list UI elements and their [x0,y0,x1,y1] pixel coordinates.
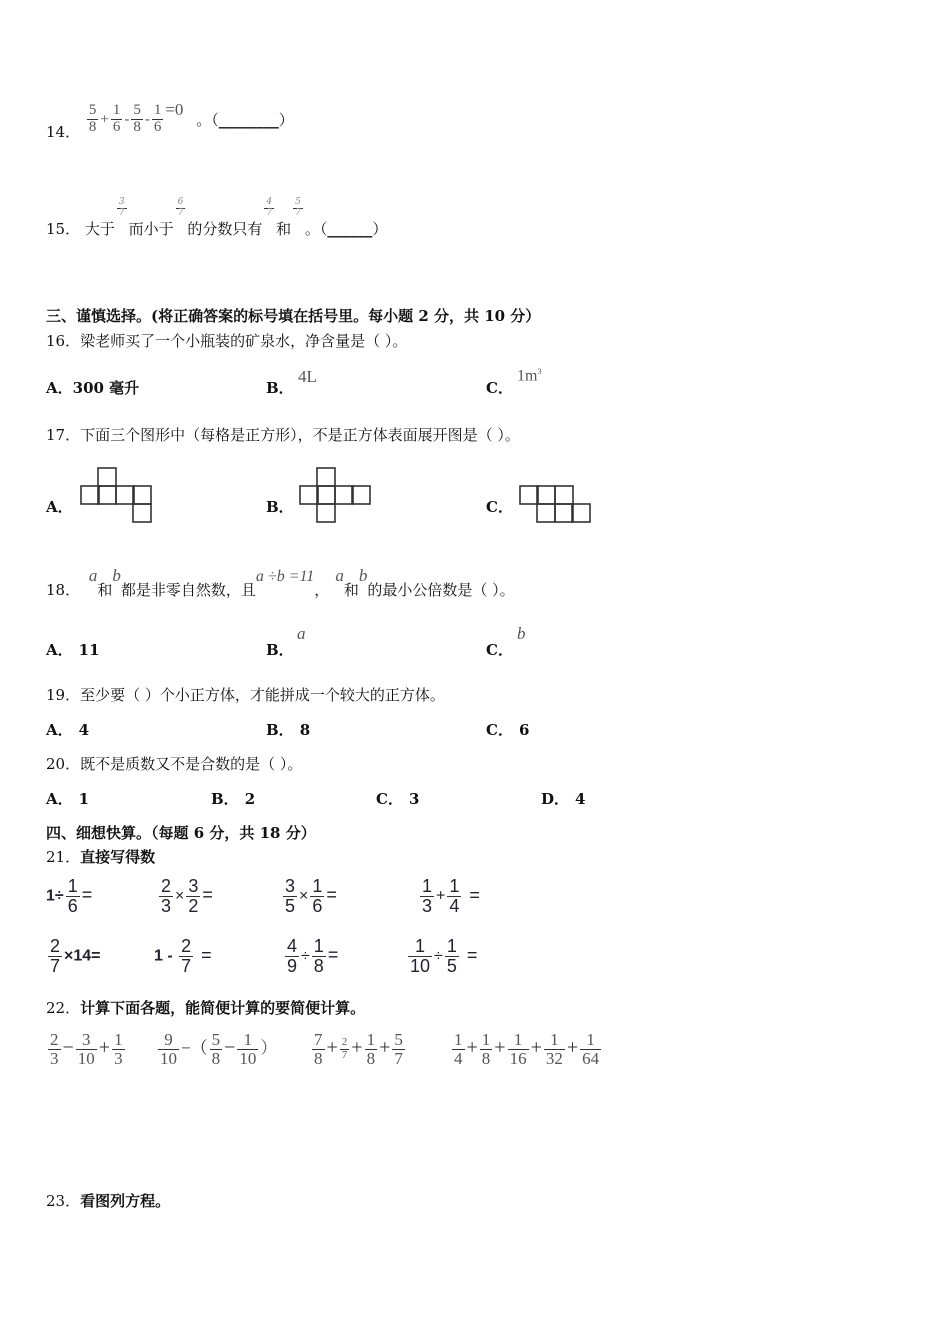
q18-var-b-2: b [358,566,368,585]
question-23 [46,1190,170,1211]
q18-option-c-value: b [517,624,526,643]
q15-text-1: 大于 [84,220,115,238]
question-21 [46,846,155,867]
q14-answer-blank[interactable]: ________ [218,111,279,130]
q22-expression-3: $\frac{7}{8}$ + $\frac{2}{7}$ + $\frac{1}{8}$ + $\frac{5}{7}$ [314,1030,403,1068]
section-3-title: 三、谨慎选择。(将正确答案的标号填在括号里。每小题 2 分，共 10 分） [46,307,541,325]
q17-number: 17． [46,426,81,444]
q18-text-1: 都是非零自然数，且 [120,581,256,599]
question-20 [46,753,302,774]
q22-number: 22． [46,999,81,1017]
q14-op-1: + [100,111,109,128]
q22-expression-2: $\frac{9}{10}$ −（ $\frac{5}{8}$ − $\frac{1}{10}$ ） [160,1030,278,1068]
q18-option-a[interactable]: A． 11 [46,641,100,659]
q18-var-a-2: a [335,566,344,585]
q19-number: 19． [46,686,81,704]
q15-fraction-1: $\frac{3}{7}$ [118,197,125,218]
q16-text: 梁老师买了一个小瓶装的矿泉水，净含量是（ ）。 [80,332,408,350]
q18-and-2: 和 [343,581,359,599]
q15-answer-blank[interactable]: ______ [327,220,373,238]
q14-fraction-2: $\frac{1}{6}$ [112,102,121,135]
q16-option-c-value: $1m^3$ [517,367,542,385]
q23-text: 看图列方程。 [80,1192,171,1210]
q16-option-c[interactable]: C． [486,379,513,397]
q17-text: 下面三个图形中（每格是正方形），不是正方体表面展开图是（ ）。 [80,426,520,444]
q20-text: 既不是质数又不是合数的是（ ）。 [80,755,303,773]
q17-net-c [519,485,593,531]
q15-text-4: 和 [276,220,292,238]
q14-op-3: - [144,111,150,128]
q21-item-4: $\frac{1}{3}$ + $\frac{1}{4}$ = [422,876,480,916]
q14-fraction-1: $\frac{5}{8}$ [88,102,97,135]
q18-comma: ， [314,581,330,599]
q19-option-a[interactable]: A． 4 [46,721,90,739]
q21-item-5: $\frac{2}{7}$ ×14= [50,936,101,976]
q21-number: 21． [46,848,81,866]
q14-fraction-4: $\frac{1}{6}$ [153,102,162,135]
q17-option-c[interactable]: C． [486,498,513,516]
q19-text: 至少要（ ）个小正方体，才能拼成一个较大的正方体。 [80,686,445,704]
q14-tail: 。（ [196,111,219,130]
q15-fraction-4: $\frac{5}{7}$ [295,197,301,218]
question-18 [46,565,515,599]
q20-option-d[interactable]: D． 4 [541,790,586,808]
q21-item-1: 1÷ $\frac{1}{6}$ = [46,876,93,916]
q22-expression-4: $\frac{1}{4}$ + $\frac{1}{8}$ + $\frac{1}{16}$ + $\frac{1}{32}$ + $\frac{1}{64}$ [454,1030,600,1068]
q20-option-b[interactable]: B． 2 [211,790,256,808]
q21-item-3: $\frac{3}{5}$ × $\frac{1}{6}$ = [285,876,337,916]
q21-item-6: 1 - $\frac{2}{7}$ = [154,936,212,976]
q18-text-2: 的最小公倍数是（ ）。 [367,581,515,599]
question-17 [46,424,520,445]
q17-option-b[interactable]: B． [266,498,294,516]
q15-text-5: 。（ [304,220,328,238]
q16-option-a[interactable]: A．300 毫升 [46,379,140,397]
q17-net-b [299,467,373,531]
question-22 [46,997,365,1018]
q14-number: 14． [46,123,81,142]
q21-item-2: $\frac{2}{3}$ × $\frac{3}{2}$ = [161,876,213,916]
q21-item-7: $\frac{4}{9}$ ÷ $\frac{1}{8}$ = [287,936,339,976]
q15-text-2: 而小于 [128,220,174,238]
question-16 [46,330,407,351]
q20-option-a[interactable]: A． 1 [46,790,90,808]
q15-number: 15． [46,220,81,238]
q16-option-b-value: 4L [298,367,317,386]
q19-option-b[interactable]: B． 8 [266,721,311,739]
q18-number: 18． [46,581,81,599]
question-15 [46,196,388,238]
q21-item-8: $\frac{1}{10}$ ÷ $\frac{1}{5}$ = [410,936,478,976]
q17-option-a[interactable]: A． [46,498,73,516]
q18-var-a: a [88,566,98,585]
question-19 [46,684,445,705]
q15-fraction-2: $\frac{6}{7}$ [177,197,184,218]
q14-fraction-3: $\frac{5}{8}$ [133,102,141,135]
q18-option-b-value: a [297,624,306,643]
q20-number: 20． [46,755,81,773]
q18-var-b: b [112,566,121,585]
q16-number: 16． [46,332,81,350]
section-4-title: 四、细想快算。（每题 6 分，共 18 分） [46,824,316,842]
q14-op-2: - [124,111,130,128]
q18-and: 和 [97,581,113,599]
q18-option-b[interactable]: B． [266,641,294,659]
q20-option-c[interactable]: C． 3 [376,790,420,808]
q15-text-3: 的分数只有 [187,220,263,238]
q19-option-c[interactable]: C． 6 [486,721,530,739]
q18-option-c[interactable]: C． [486,641,513,659]
question-14 [46,100,294,142]
q18-equation: a ÷b =11 [255,568,315,585]
q17-net-a [80,467,154,531]
q14-close: ） [278,111,294,130]
q15-close: ） [372,220,388,238]
q15-fraction-3: $\frac{4}{7}$ [266,197,273,218]
q16-option-b[interactable]: B． [266,379,294,397]
q14-equals: =0 [165,100,184,120]
q22-text: 计算下面各题，能简便计算的要简便计算。 [80,999,366,1017]
q21-text: 直接写得数 [80,848,156,866]
q22-expression-1: $\frac{2}{3}$ − $\frac{3}{10}$ + $\frac{1}{3}$ [50,1030,123,1068]
q23-number: 23． [46,1192,81,1210]
